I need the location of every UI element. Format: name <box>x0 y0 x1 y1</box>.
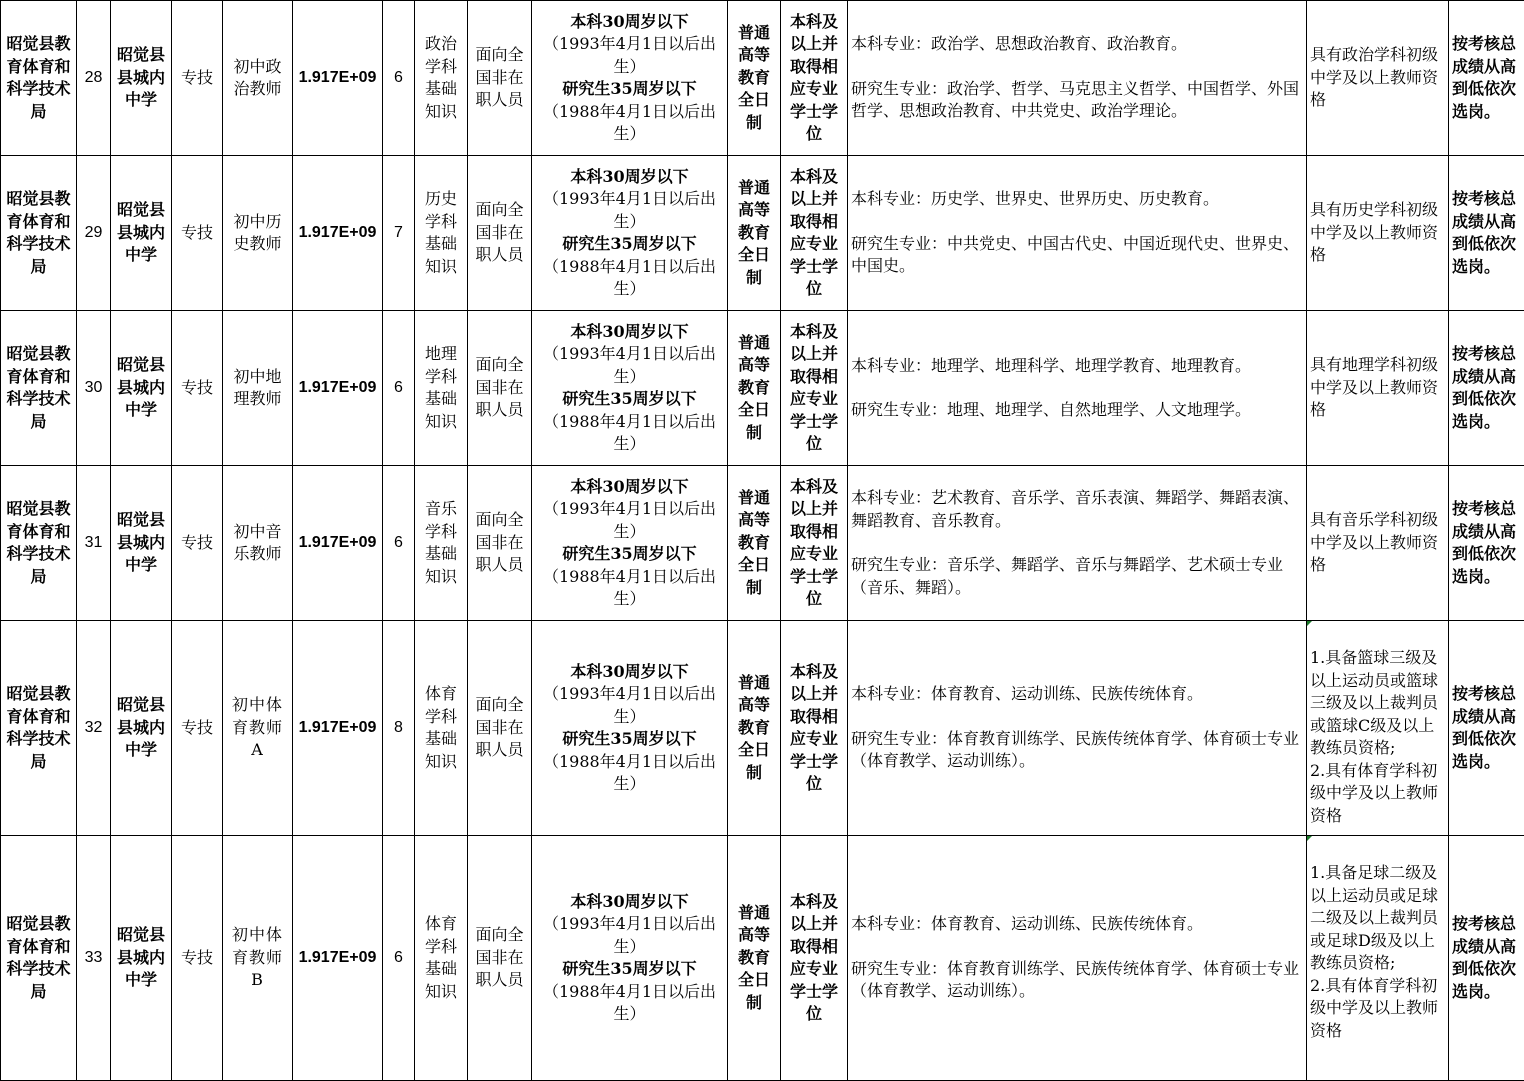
category-cell: 专技 <box>172 621 223 836</box>
undergrad-majors: 本科专业：体育教育、运动训练、民族传统体育。 <box>851 913 1303 936</box>
age-line: （1988年4月1日以后出生） <box>535 101 724 146</box>
target-cell: 面向全国非在职人员 <box>468 1 532 156</box>
age-cell <box>532 621 728 836</box>
education-cell: 普通高等教育全日制 <box>728 621 781 836</box>
post-name-cell: 初中体育教师A <box>223 621 293 836</box>
majors-cell <box>848 466 1307 621</box>
post-code-cell: 1.917E+09 <box>293 311 383 466</box>
target-cell: 面向全国非在职人员 <box>468 466 532 621</box>
requirements-cell <box>1307 836 1449 1081</box>
table-row <box>1 836 1524 1081</box>
requirement-line: 具有地理学科初级中学及以上教师资格 <box>1310 354 1445 422</box>
dept-cell: 昭觉县教育体育和科学技术局 <box>1 311 77 466</box>
age-line: （1988年4月1日以后出生） <box>535 566 724 611</box>
degree-cell: 本科及以上并取得相应专业学士学位 <box>781 466 848 621</box>
requirement-line: 具有历史学科初级中学及以上教师资格 <box>1310 199 1445 267</box>
age-line: 研究生35周岁以下 <box>535 78 724 101</box>
selection-cell: 按考核总成绩从高到低依次选岗。 <box>1449 311 1524 466</box>
requirements-cell <box>1307 466 1449 621</box>
age-line: 研究生35周岁以下 <box>535 728 724 751</box>
age-line: 研究生35周岁以下 <box>535 233 724 256</box>
age-line: 研究生35周岁以下 <box>535 958 724 981</box>
requirements-cell <box>1307 1 1449 156</box>
selection-cell: 按考核总成绩从高到低依次选岗。 <box>1449 1 1524 156</box>
serial-number-cell: 31 <box>77 466 111 621</box>
requirement-line: 2.具有体育学科初级中学及以上教师资格 <box>1310 760 1445 828</box>
age-line: 本科30周岁以下 <box>535 476 724 499</box>
category-cell: 专技 <box>172 311 223 466</box>
majors-cell <box>848 621 1307 836</box>
unit-cell: 昭觉县县城内中学 <box>111 466 172 621</box>
grad-majors: 研究生专业：体育教育训练学、民族传统体育学、体育硕士专业（体育教学、运动训练）。 <box>851 728 1303 773</box>
requirement-line: 2.具有体育学科初级中学及以上教师资格 <box>1310 975 1445 1043</box>
exam-subject-cell: 政治学科基础知识 <box>415 1 468 156</box>
age-line: 本科30周岁以下 <box>535 321 724 344</box>
table-row <box>1 156 1524 311</box>
grad-majors: 研究生专业：音乐学、舞蹈学、音乐与舞蹈学、艺术硕士专业（音乐、舞蹈）。 <box>851 554 1303 599</box>
post-name-cell: 初中地理教师 <box>223 311 293 466</box>
category-cell: 专技 <box>172 836 223 1081</box>
age-line: 本科30周岁以下 <box>535 166 724 189</box>
grad-majors: 研究生专业：政治学、哲学、马克思主义哲学、中国哲学、外国哲学、思想政治教育、中共党史、政治学理论。 <box>851 78 1303 123</box>
unit-cell: 昭觉县县城内中学 <box>111 836 172 1081</box>
age-line: 研究生35周岁以下 <box>535 543 724 566</box>
degree-cell: 本科及以上并取得相应专业学士学位 <box>781 621 848 836</box>
unit-cell: 昭觉县县城内中学 <box>111 156 172 311</box>
grad-majors: 研究生专业：中共党史、中国古代史、中国近现代史、世界史、中国史。 <box>851 233 1303 278</box>
dept-cell: 昭觉县教育体育和科学技术局 <box>1 1 77 156</box>
dept-cell: 昭觉县教育体育和科学技术局 <box>1 621 77 836</box>
selection-cell: 按考核总成绩从高到低依次选岗。 <box>1449 836 1524 1081</box>
age-line: （1988年4月1日以后出生） <box>535 981 724 1026</box>
headcount-cell: 7 <box>383 156 415 311</box>
serial-number-cell: 28 <box>77 1 111 156</box>
majors-cell <box>848 311 1307 466</box>
age-line: （1988年4月1日以后出生） <box>535 411 724 456</box>
undergrad-majors: 本科专业：历史学、世界史、世界历史、历史教育。 <box>851 188 1303 211</box>
education-cell: 普通高等教育全日制 <box>728 1 781 156</box>
age-cell <box>532 1 728 156</box>
table-row <box>1 311 1524 466</box>
dept-cell: 昭觉县教育体育和科学技术局 <box>1 836 77 1081</box>
exam-subject-cell: 历史学科基础知识 <box>415 156 468 311</box>
education-cell: 普通高等教育全日制 <box>728 836 781 1081</box>
age-cell <box>532 836 728 1081</box>
dept-cell: 昭觉县教育体育和科学技术局 <box>1 156 77 311</box>
requirement-line: 具有音乐学科初级中学及以上教师资格 <box>1310 509 1445 577</box>
selection-cell: 按考核总成绩从高到低依次选岗。 <box>1449 621 1524 836</box>
degree-cell: 本科及以上并取得相应专业学士学位 <box>781 311 848 466</box>
majors-cell <box>848 1 1307 156</box>
requirements-cell <box>1307 621 1449 836</box>
degree-cell: 本科及以上并取得相应专业学士学位 <box>781 156 848 311</box>
exam-subject-cell: 体育学科基础知识 <box>415 836 468 1081</box>
post-code-cell: 1.917E+09 <box>293 621 383 836</box>
table-body <box>1 1 1524 1081</box>
age-line: 本科30周岁以下 <box>535 11 724 34</box>
exam-subject-cell: 音乐学科基础知识 <box>415 466 468 621</box>
age-line: （1993年4月1日以后出生） <box>535 913 724 958</box>
age-cell <box>532 311 728 466</box>
education-cell: 普通高等教育全日制 <box>728 466 781 621</box>
age-cell <box>532 466 728 621</box>
age-line: （1993年4月1日以后出生） <box>535 683 724 728</box>
category-cell: 专技 <box>172 466 223 621</box>
headcount-cell: 6 <box>383 466 415 621</box>
headcount-cell: 8 <box>383 621 415 836</box>
exam-subject-cell: 体育学科基础知识 <box>415 621 468 836</box>
degree-cell: 本科及以上并取得相应专业学士学位 <box>781 1 848 156</box>
category-cell: 专技 <box>172 1 223 156</box>
unit-cell: 昭觉县县城内中学 <box>111 621 172 836</box>
table-row <box>1 466 1524 621</box>
post-code-cell: 1.917E+09 <box>293 836 383 1081</box>
dept-cell: 昭觉县教育体育和科学技术局 <box>1 466 77 621</box>
target-cell: 面向全国非在职人员 <box>468 311 532 466</box>
requirement-line: 具有政治学科初级中学及以上教师资格 <box>1310 44 1445 112</box>
headcount-cell: 6 <box>383 1 415 156</box>
grad-majors: 研究生专业：地理、地理学、自然地理学、人文地理学。 <box>851 399 1303 422</box>
undergrad-majors: 本科专业：体育教育、运动训练、民族传统体育。 <box>851 683 1303 706</box>
age-line: 研究生35周岁以下 <box>535 388 724 411</box>
grad-majors: 研究生专业：体育教育训练学、民族传统体育学、体育硕士专业（体育教学、运动训练）。 <box>851 958 1303 1003</box>
undergrad-majors: 本科专业：艺术教育、音乐学、音乐表演、舞蹈学、舞蹈表演、舞蹈教育、音乐教育。 <box>851 487 1303 532</box>
age-line: （1993年4月1日以后出生） <box>535 343 724 388</box>
age-line: （1993年4月1日以后出生） <box>535 498 724 543</box>
education-cell: 普通高等教育全日制 <box>728 156 781 311</box>
post-code-cell: 1.917E+09 <box>293 156 383 311</box>
serial-number-cell: 32 <box>77 621 111 836</box>
post-code-cell: 1.917E+09 <box>293 466 383 621</box>
majors-cell <box>848 156 1307 311</box>
age-line: （1993年4月1日以后出生） <box>535 188 724 233</box>
target-cell: 面向全国非在职人员 <box>468 156 532 311</box>
exam-subject-cell: 地理学科基础知识 <box>415 311 468 466</box>
serial-number-cell: 33 <box>77 836 111 1081</box>
degree-cell: 本科及以上并取得相应专业学士学位 <box>781 836 848 1081</box>
age-cell <box>532 156 728 311</box>
category-cell: 专技 <box>172 156 223 311</box>
age-line: 本科30周岁以下 <box>535 661 724 684</box>
target-cell: 面向全国非在职人员 <box>468 836 532 1081</box>
undergrad-majors: 本科专业：地理学、地理科学、地理学教育、地理教育。 <box>851 355 1303 378</box>
age-line: 本科30周岁以下 <box>535 891 724 914</box>
headcount-cell: 6 <box>383 836 415 1081</box>
majors-cell <box>848 836 1307 1081</box>
selection-cell: 按考核总成绩从高到低依次选岗。 <box>1449 156 1524 311</box>
post-name-cell: 初中政治教师 <box>223 1 293 156</box>
requirements-cell <box>1307 156 1449 311</box>
age-line: （1988年4月1日以后出生） <box>535 256 724 301</box>
requirement-line: 1.具备足球二级及以上运动员或足球二级及以上裁判员或足球D级及以上教练员资格; <box>1310 862 1445 975</box>
headcount-cell: 6 <box>383 311 415 466</box>
unit-cell: 昭觉县县城内中学 <box>111 311 172 466</box>
age-line: （1993年4月1日以后出生） <box>535 33 724 78</box>
undergrad-majors: 本科专业：政治学、思想政治教育、政治教育。 <box>851 33 1303 56</box>
serial-number-cell: 30 <box>77 311 111 466</box>
serial-number-cell: 29 <box>77 156 111 311</box>
table-row <box>1 1 1524 156</box>
selection-cell: 按考核总成绩从高到低依次选岗。 <box>1449 466 1524 621</box>
unit-cell: 昭觉县县城内中学 <box>111 1 172 156</box>
post-name-cell: 初中历史教师 <box>223 156 293 311</box>
education-cell: 普通高等教育全日制 <box>728 311 781 466</box>
post-code-cell: 1.917E+09 <box>293 1 383 156</box>
target-cell: 面向全国非在职人员 <box>468 621 532 836</box>
requirements-cell <box>1307 311 1449 466</box>
post-name-cell: 初中音乐教师 <box>223 466 293 621</box>
requirement-line: 1.具备篮球三级及以上运动员或篮球三级及以上裁判员或篮球C级及以上教练员资格; <box>1310 647 1445 760</box>
age-line: （1988年4月1日以后出生） <box>535 751 724 796</box>
table-row <box>1 621 1524 836</box>
post-name-cell: 初中体育教师B <box>223 836 293 1081</box>
